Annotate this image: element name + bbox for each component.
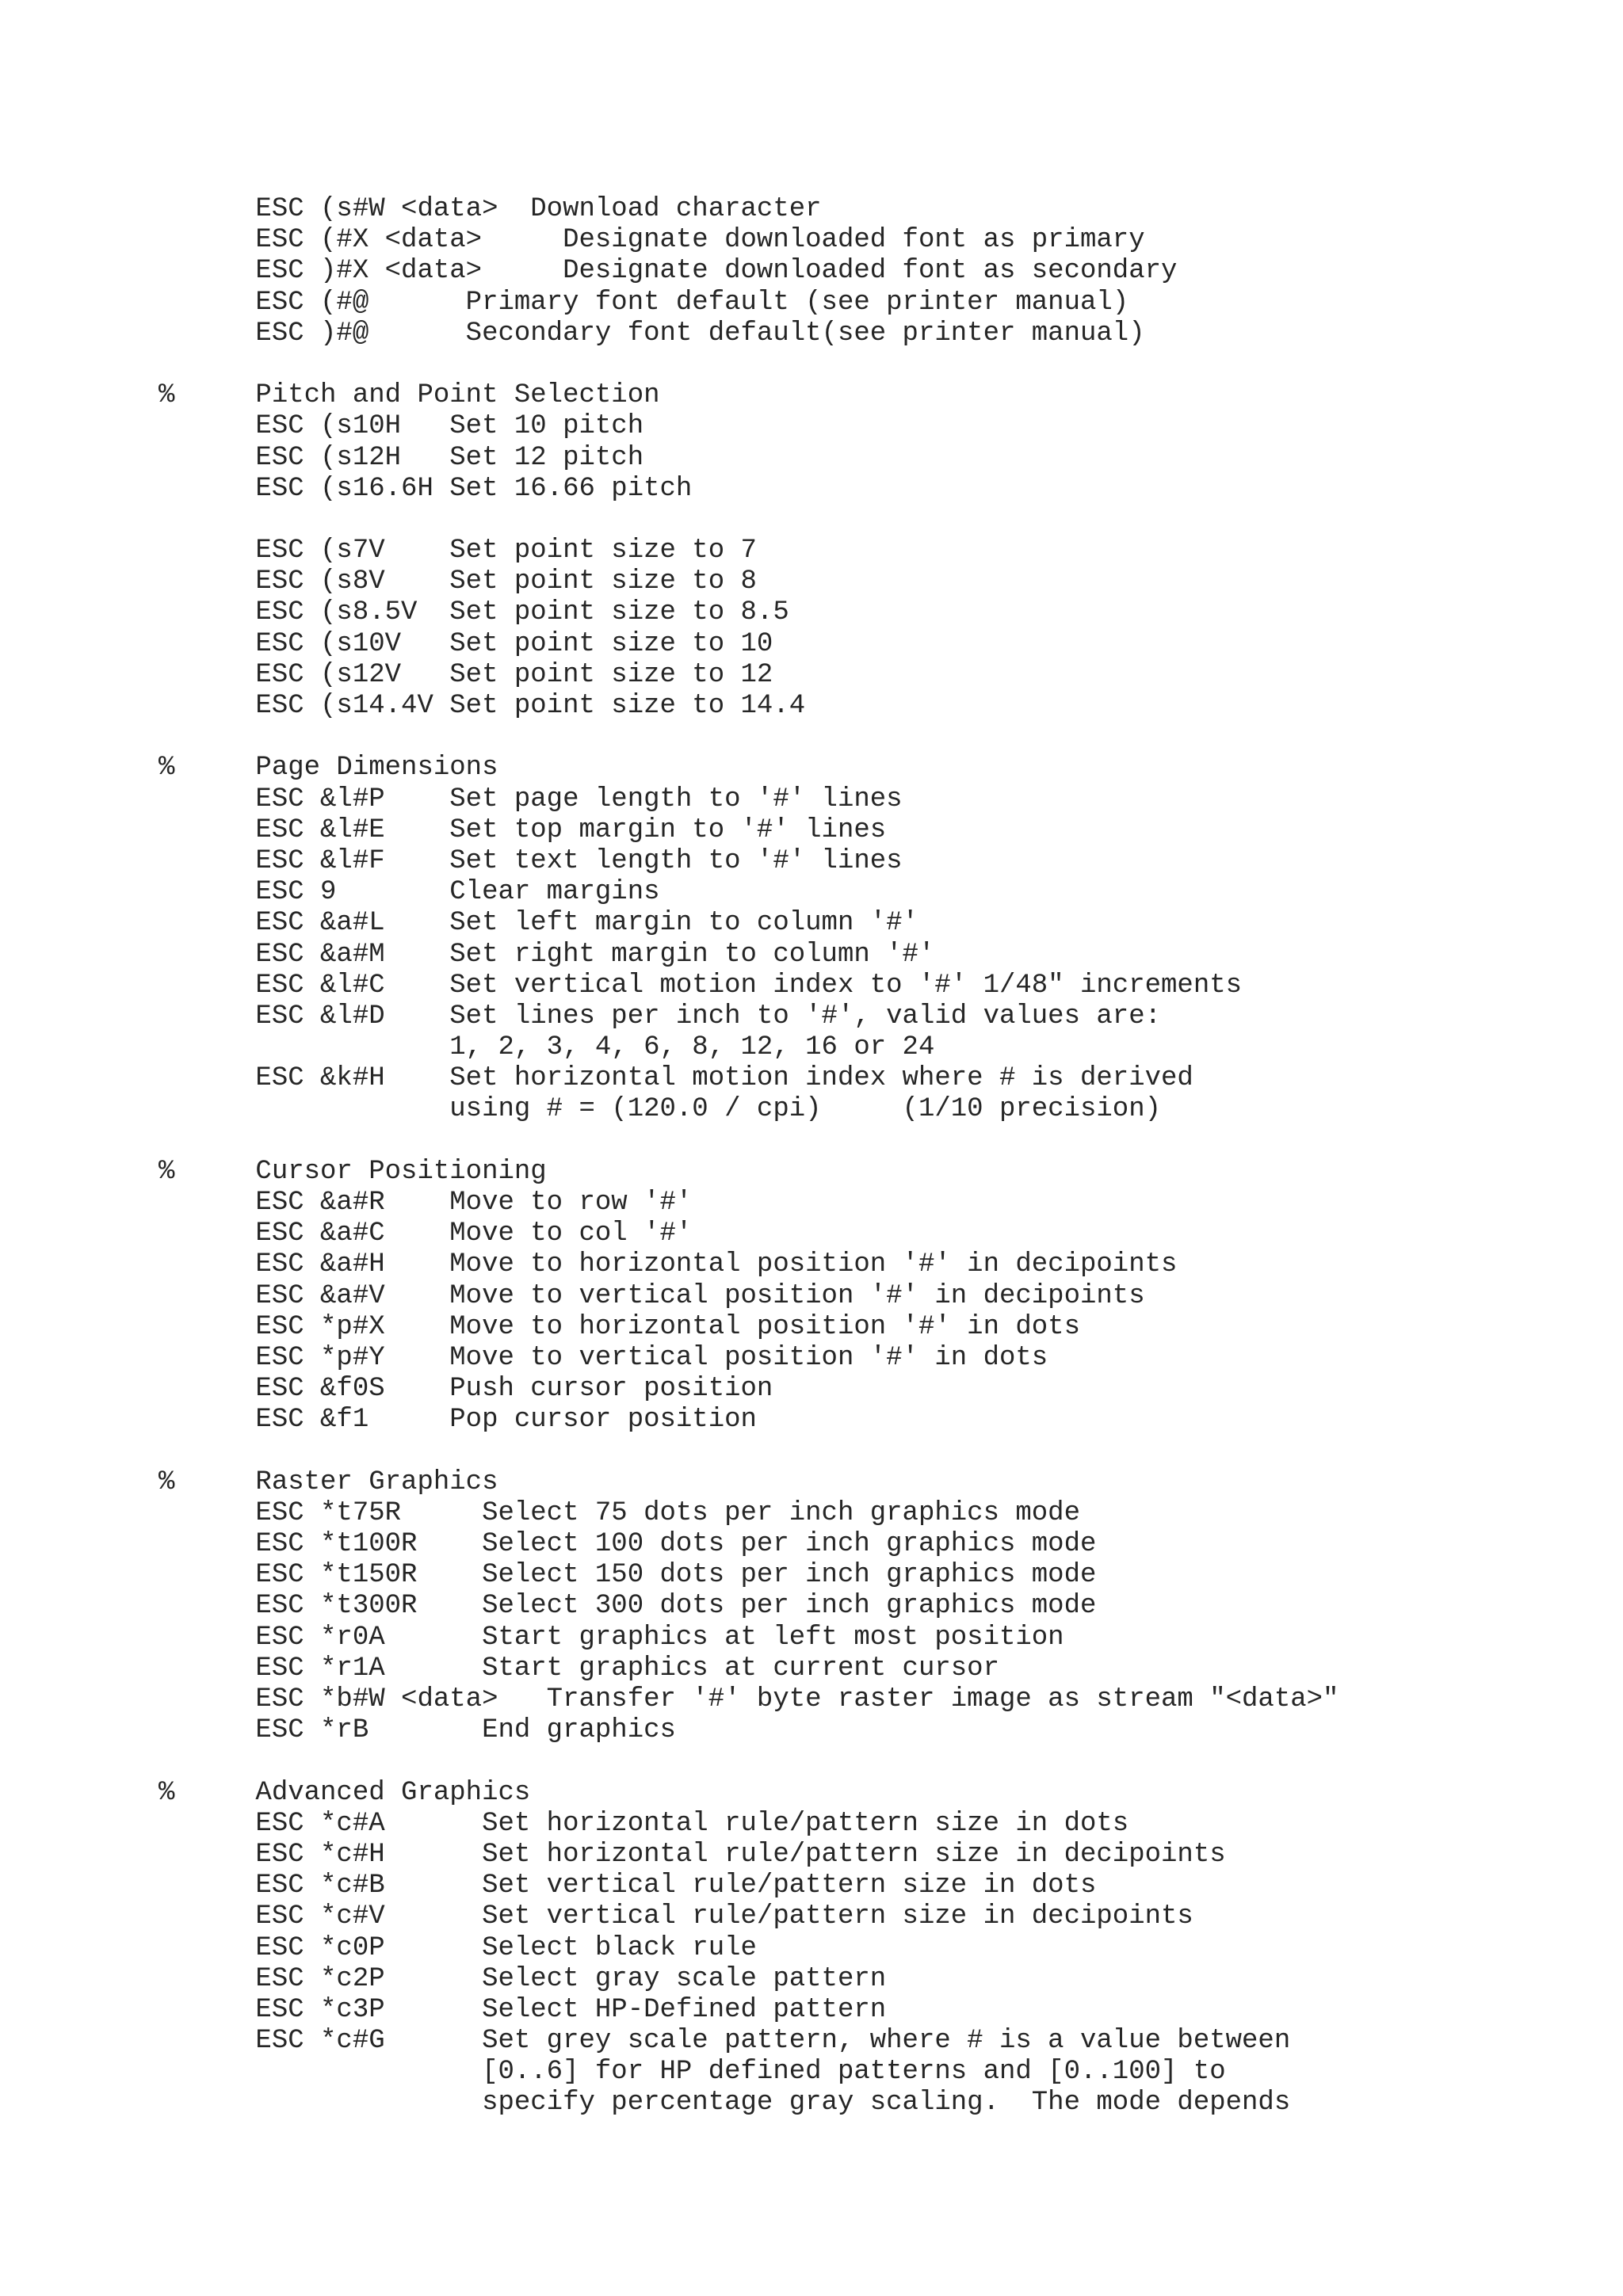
text-line: ESC (s8.5V Set point size to 8.5 [158,597,789,628]
text-line: specify percentage gray scaling. The mode depends [158,2088,1291,2119]
document-body [158,194,1601,2119]
text-line [158,349,1601,380]
text-line: ESC *c2P Select gray scale pattern [158,1963,887,1994]
text-line: ESC *t300R Select 300 dots per inch graphics mode [158,1591,1097,1622]
text-line: using # = (120.0 / cpi) (1/10 precision) [158,1094,1162,1125]
text-line: ESC *c#A Set horizontal rule/pattern size in dots [158,1808,1129,1839]
text-line: ESC *c3P Select HP-Defined pattern [158,1994,887,2025]
text-line: ESC &l#P Set page length to '#' lines [158,784,903,814]
text-line: ESC *t75R Select 75 dots per inch graphics mode [158,1497,1080,1528]
text-line: ESC *r1A Start graphics at current cursor [158,1653,999,1684]
text-line: ESC &a#R Move to row '#' [158,1188,693,1218]
text-line: ESC (s16.6H Set 16.66 pitch [158,473,693,504]
text-line: ESC *c#G Set grey scale pattern, where # is a value between [158,2026,1291,2057]
text-line: [0..6] for HP defined patterns and [0..100] to [158,2057,1226,2088]
text-line: ESC 9 Clear margins [158,877,660,908]
text-line: ESC &k#H Set horizontal motion index where # is derived [158,1063,1193,1094]
text-line: ESC *rB End graphics [158,1715,676,1746]
text-line [158,1436,1601,1467]
text-line: 1, 2, 3, 4, 6, 8, 12, 16 or 24 [158,1032,935,1063]
text-line: ESC *t150R Select 150 dots per inch graphics mode [158,1560,1097,1591]
text-line: % Cursor Positioning [158,1156,547,1187]
text-line: % Raster Graphics [158,1466,498,1497]
text-line: ESC *c#H Set horizontal rule/pattern size in decipoints [158,1839,1226,1870]
text-line: ESC *p#Y Move to vertical position '#' in dots [158,1342,1048,1373]
text-line: ESC (s7V Set point size to 7 [158,536,757,566]
text-line: ESC &f0S Push cursor position [158,1374,773,1405]
text-line: ESC (s10V Set point size to 10 [158,628,773,659]
text-line: ESC &f1 Pop cursor position [158,1405,757,1436]
text-line: ESC &l#F Set text length to '#' lines [158,845,903,876]
text-line [158,1746,1601,1777]
text-line [158,722,1601,753]
text-line: ESC (#@ Primary font default (see printer manual) [158,287,1129,318]
text-line: ESC *p#X Move to horizontal position '#' in dots [158,1311,1080,1342]
text-line: ESC *b#W <data> Transfer '#' byte raster image as stream "<data>" [158,1684,1339,1714]
text-line: ESC (s#W <data> Download character [158,194,822,224]
text-line: ESC *t100R Select 100 dots per inch graphics mode [158,1529,1097,1560]
text-line [158,1126,1601,1157]
text-line: ESC *c#V Set vertical rule/pattern size in decipoints [158,1901,1193,1932]
text-line [158,505,1601,536]
text-line: % Advanced Graphics [158,1777,531,1808]
text-line: ESC (#X <data> Designate downloaded font as primary [158,225,1145,256]
text-line: ESC *r0A Start graphics at left most position [158,1622,1064,1653]
text-line: ESC *c0P Select black rule [158,1932,757,1963]
text-line: ESC (s12H Set 12 pitch [158,442,644,473]
text-line: ESC *c#B Set vertical rule/pattern size in dots [158,1871,1097,1901]
text-line: ESC &l#C Set vertical motion index to '#' 1/48" increments [158,970,1243,1001]
text-line: % Page Dimensions [158,753,498,784]
text-line: ESC )#X <data> Designate downloaded font as secondary [158,256,1178,287]
text-line: ESC )#@ Secondary font default(see printer manual) [158,318,1145,349]
text-line: ESC &l#E Set top margin to '#' lines [158,814,887,845]
text-line: ESC (s10H Set 10 pitch [158,411,644,442]
text-line: ESC &l#D Set lines per inch to '#', valid values are: [158,1001,1162,1032]
text-line: ESC (s8V Set point size to 8 [158,566,757,597]
text-line: ESC (s14.4V Set point size to 14.4 [158,691,806,721]
text-line: ESC &a#V Move to vertical position '#' in decipoints [158,1280,1145,1311]
text-line: ESC &a#M Set right margin to column '#' [158,939,935,970]
text-line: ESC &a#L Set left margin to column '#' [158,908,918,939]
text-line: ESC &a#H Move to horizontal position '#' in decipoints [158,1249,1178,1280]
text-line: ESC (s12V Set point size to 12 [158,659,773,690]
text-line: % Pitch and Point Selection [158,380,660,411]
text-line: ESC &a#C Move to col '#' [158,1219,693,1249]
